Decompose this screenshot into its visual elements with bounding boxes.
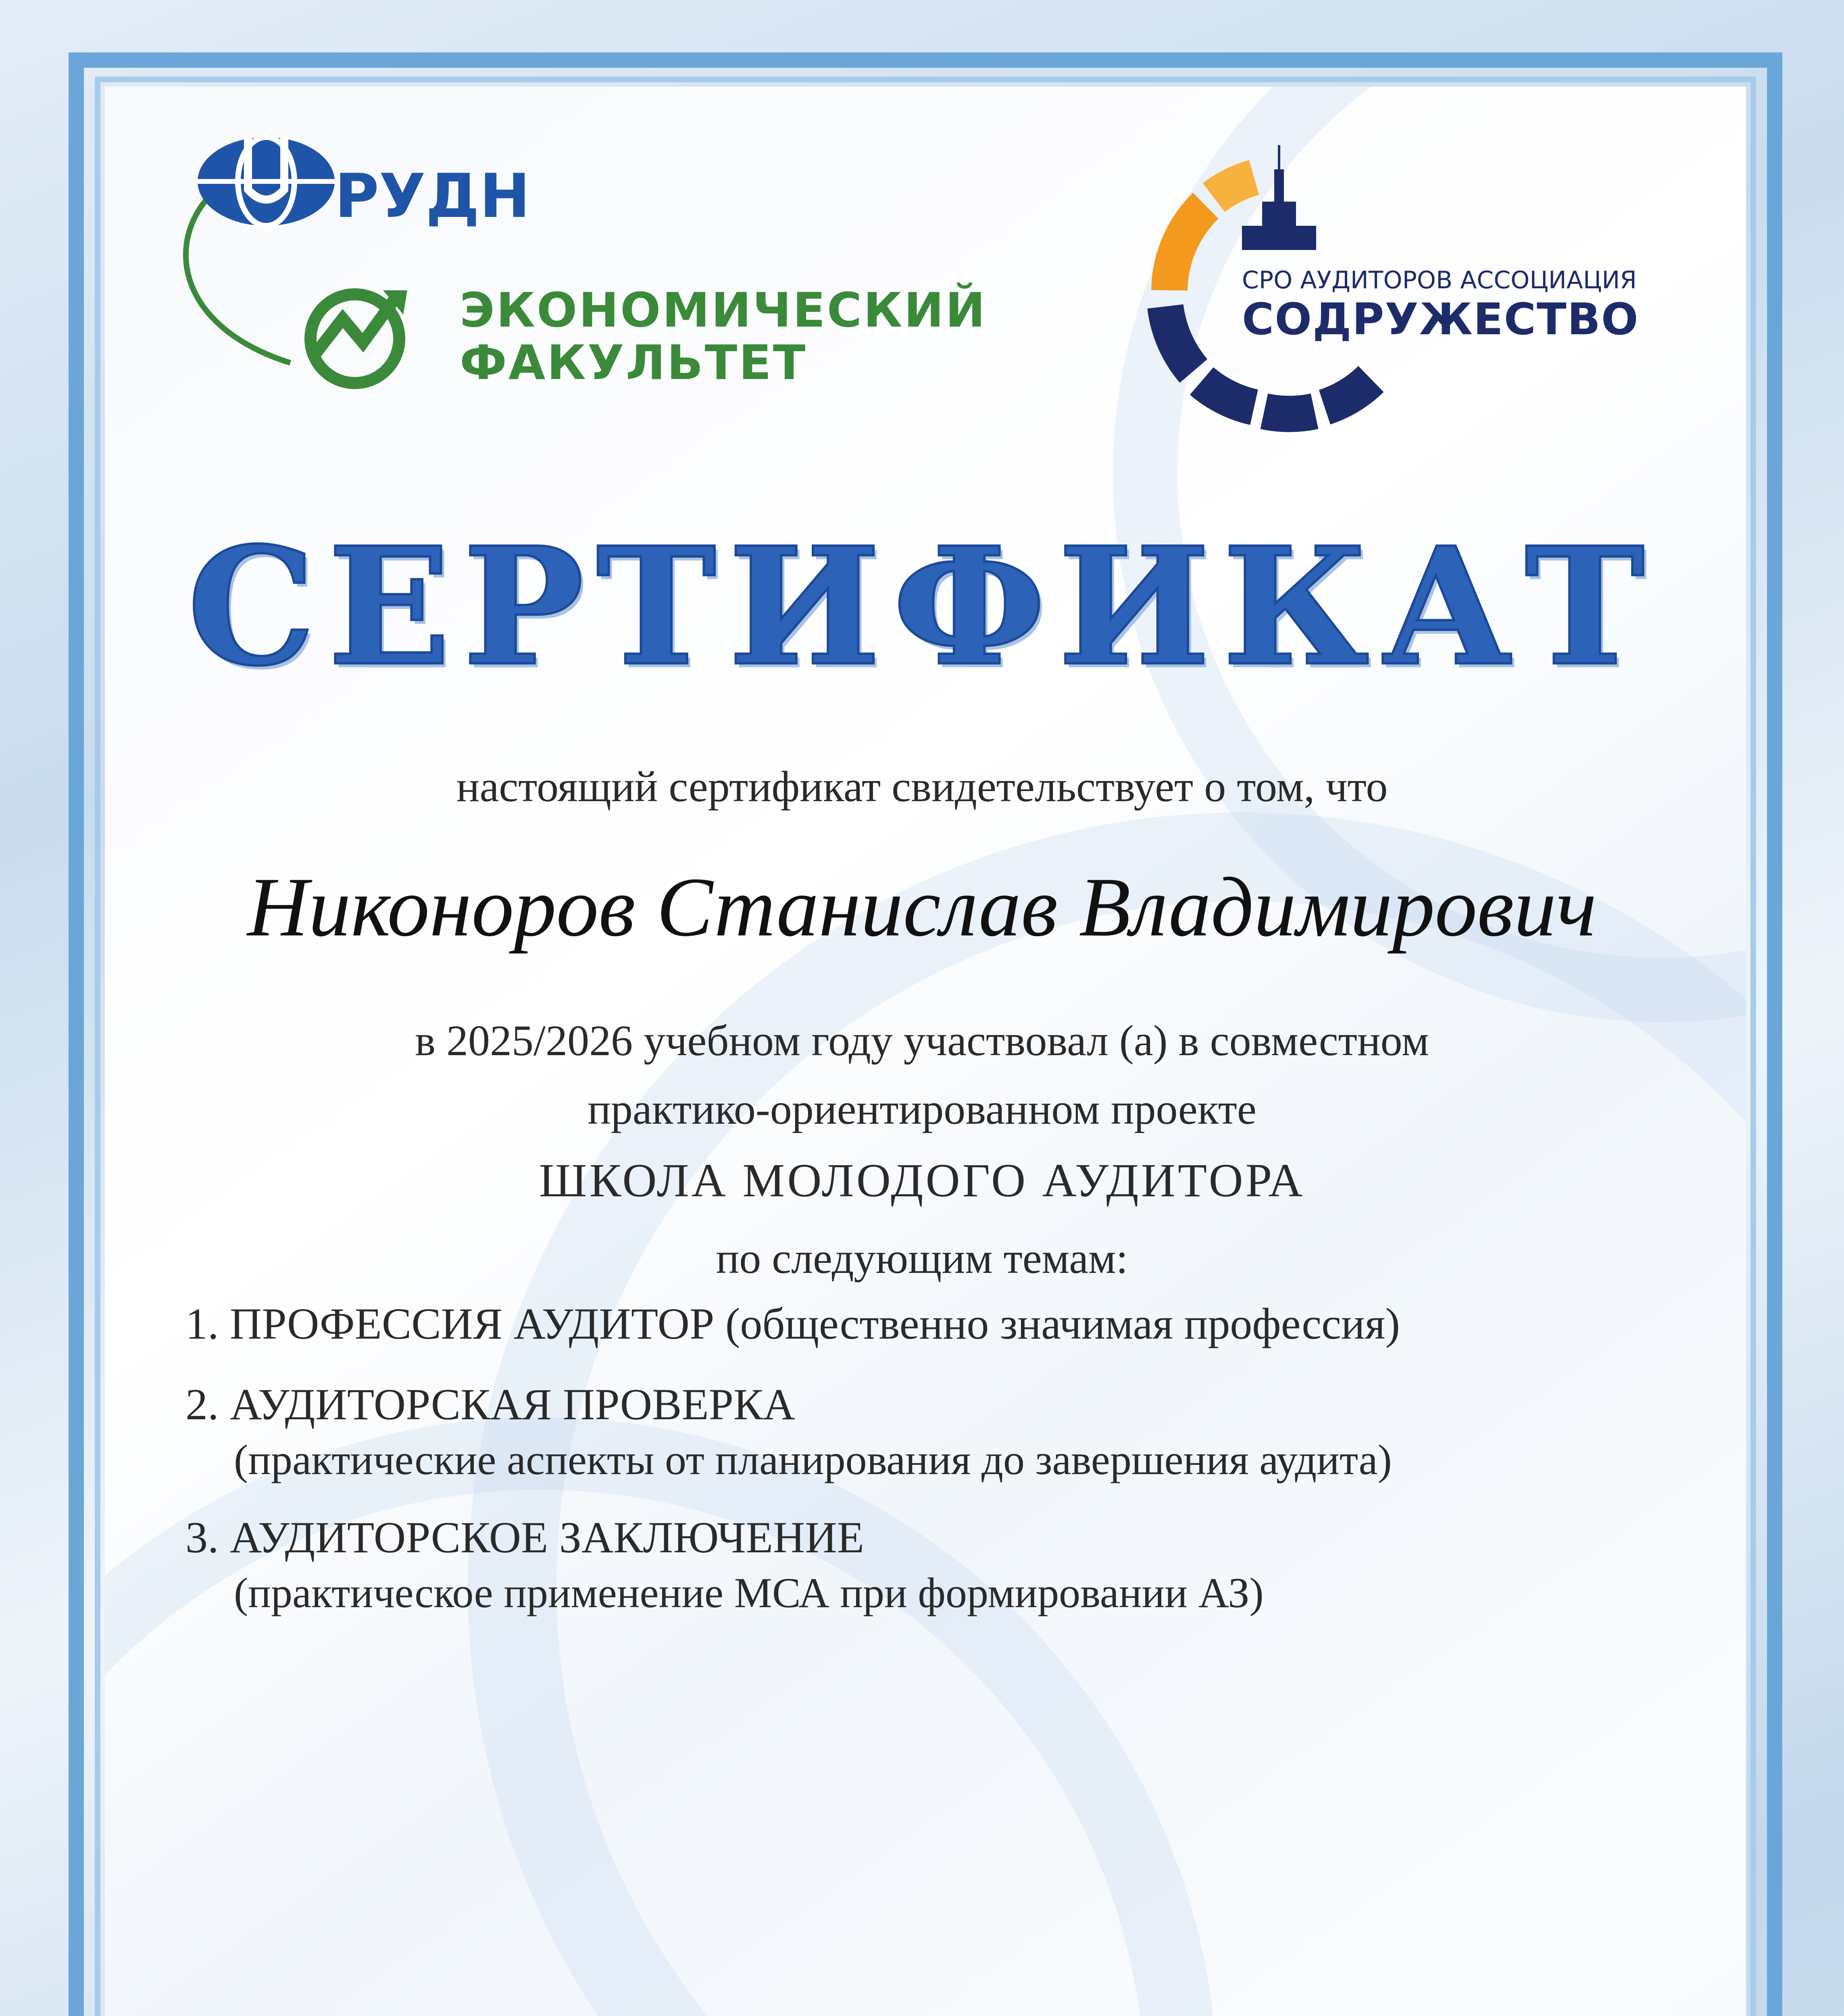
topic-1-title: 1. ПРОФЕССИЯ АУДИТОР (общественно значимая профессия) [185, 1299, 1400, 1348]
recipient-name: Никоноров Станислав Владимирович [247, 860, 1597, 954]
sro-subtitle: СРО АУДИТОРОВ АССОЦИАЦИЯ [1242, 266, 1637, 294]
rudn-economics-logo [145, 129, 987, 427]
sro-wordmark: СОДРУЖЕСТВО [1242, 294, 1639, 345]
participation-line-2: практико-ориентированном проекте [588, 1085, 1256, 1133]
certificate-intro: настоящий сертификат свидетельствует о том, что [456, 763, 1388, 811]
topic-3-subtitle: (практическое применение МСА при формировании АЗ) [234, 1569, 1264, 1616]
themes-label: по следующим темам: [716, 1235, 1128, 1283]
sro-sodruzhestvo-logo [1121, 145, 1639, 452]
topic-2-subtitle: (практические аспекты от планирования до завершения аудита) [234, 1436, 1392, 1483]
faculty-wordmark-line2: ФАКУЛЬТЕТ [460, 335, 807, 390]
participation-line-1: в 2025/2026 учебном году участвовал (а) в совместном [415, 1017, 1429, 1065]
faculty-wordmark-line1: ЭКОНОМИЧЕСКИЙ [460, 282, 987, 338]
topic-2-title: 2. АУДИТОРСКАЯ ПРОВЕРКА [185, 1380, 795, 1429]
rudn-wordmark: РУДН [335, 161, 530, 231]
project-name: ШКОЛА МОЛОДОГО АУДИТОРА [539, 1154, 1305, 1207]
certificate-title: СЕРТИФИКАТ [187, 512, 1657, 702]
topic-3-title: 3. АУДИТОРСКОЕ ЗАКЛЮЧЕНИЕ [185, 1513, 864, 1562]
